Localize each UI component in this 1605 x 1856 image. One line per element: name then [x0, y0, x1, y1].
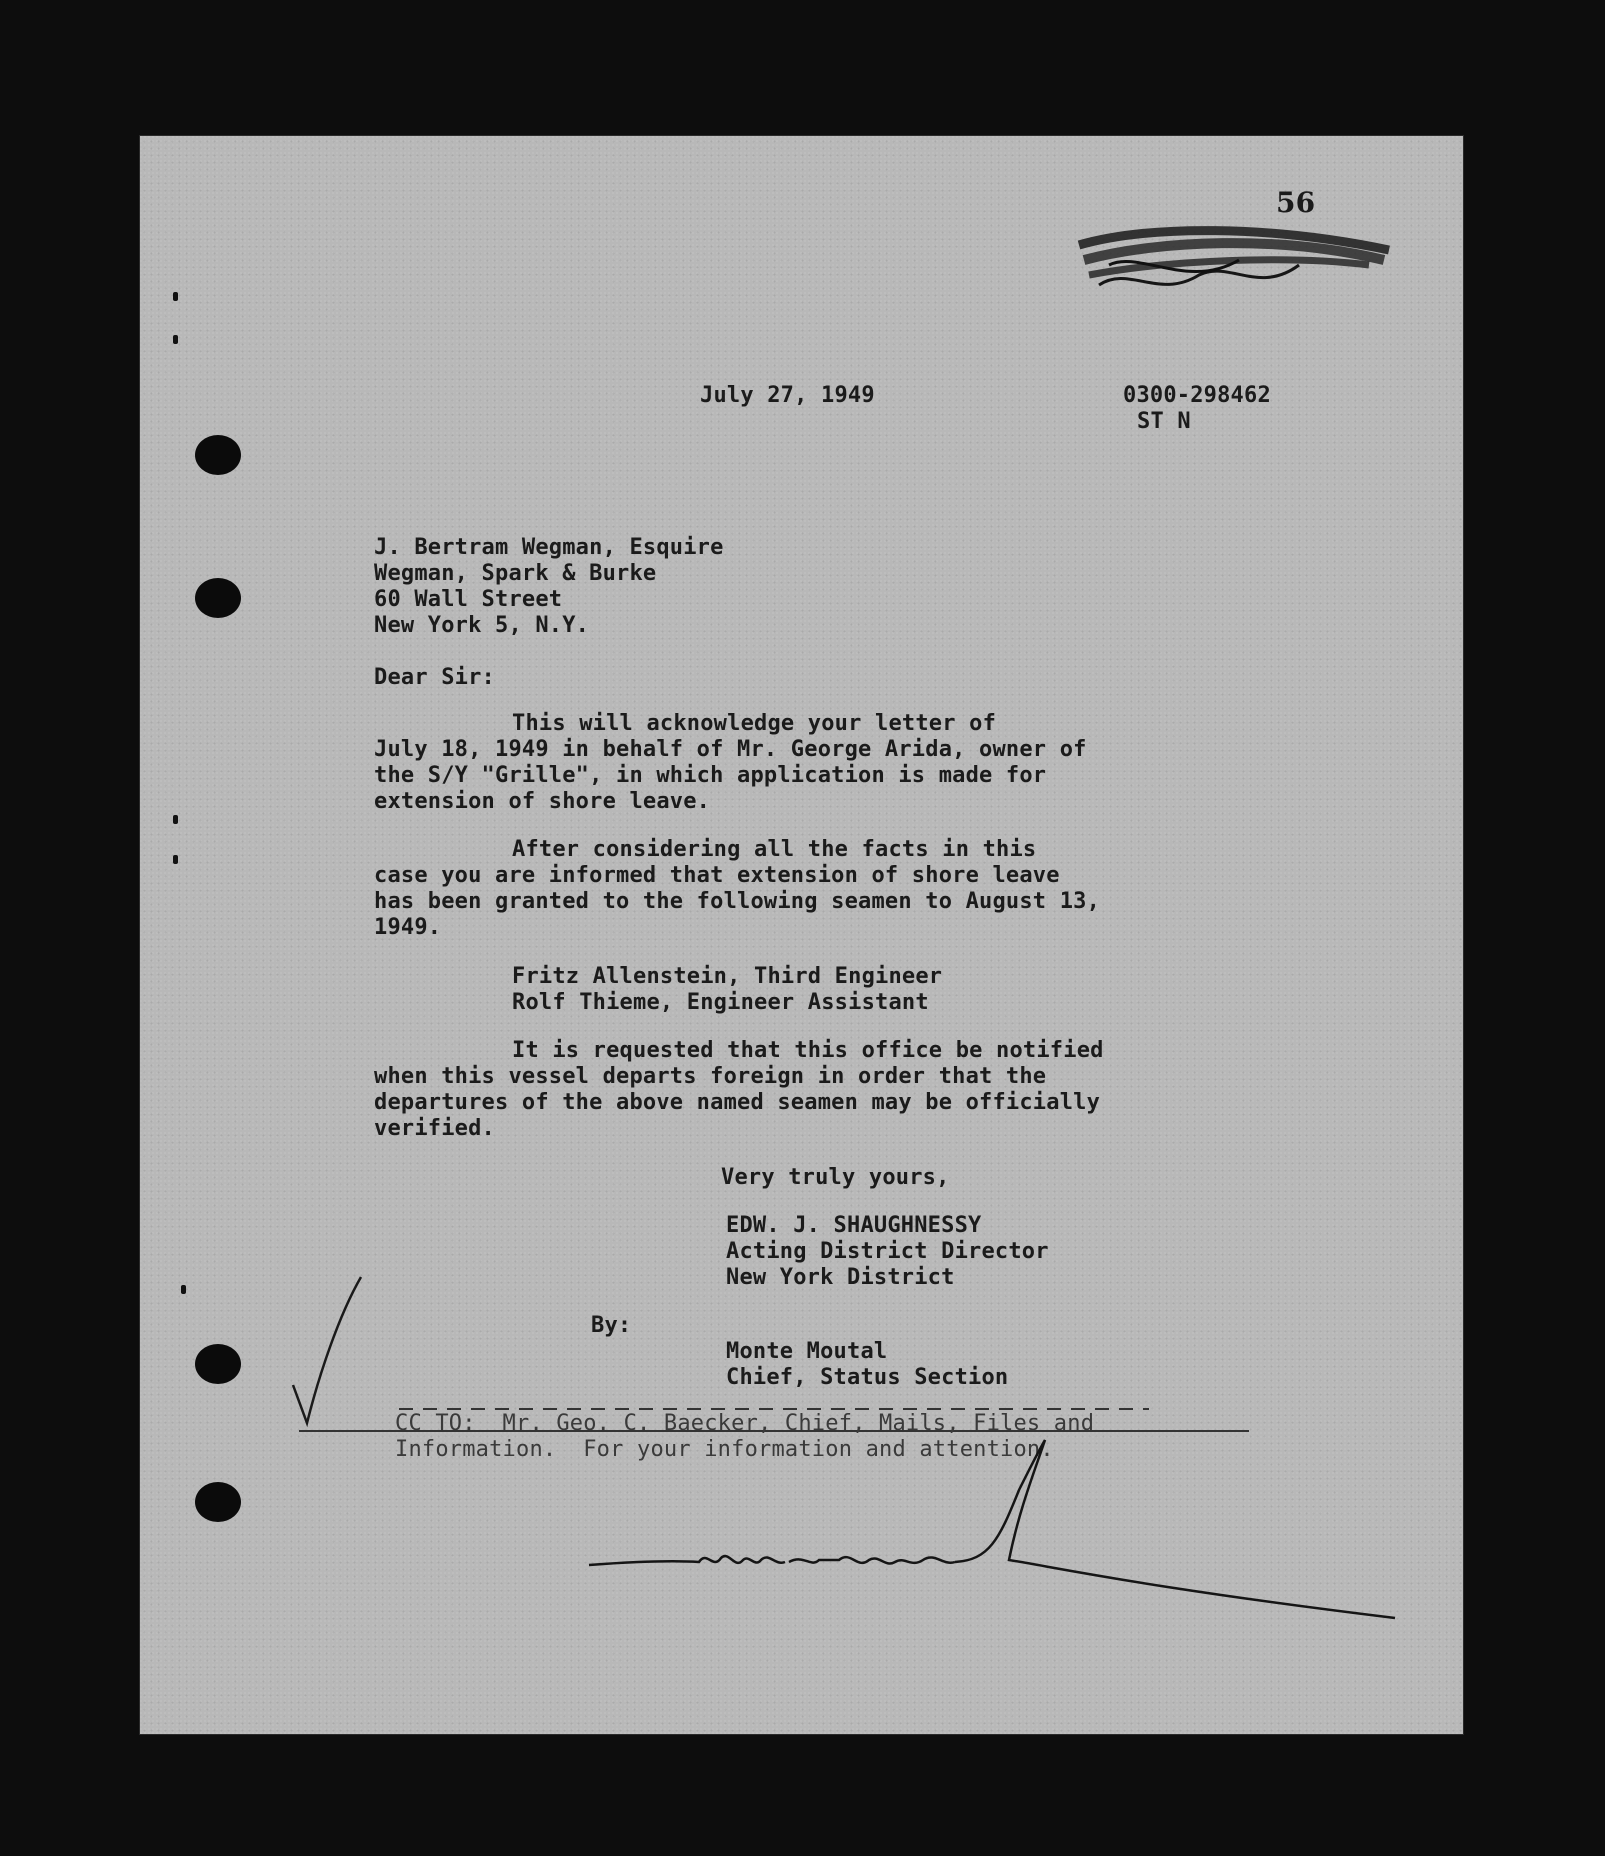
by-label: By:	[591, 1313, 632, 1338]
paragraph-line: 1949.	[374, 915, 442, 940]
edge-mark	[173, 855, 178, 864]
punch-hole	[195, 1344, 241, 1384]
paragraph-line: After considering all the facts in this	[512, 837, 1037, 862]
cc-line: CC TO: Mr. Geo. C. Baecker, Chief, Mails, Files and	[395, 1411, 1095, 1436]
letter-page	[139, 135, 1464, 1735]
paragraph-line: extension of shore leave.	[374, 789, 711, 814]
recipient-line: Wegman, Spark & Burke	[374, 561, 657, 586]
punch-hole	[195, 578, 241, 618]
paragraph-line: has been granted to the following seamen to August 13,	[374, 889, 1101, 914]
paragraph-line: July 18, 1949 in behalf of Mr. George Arida, owner of	[374, 737, 1087, 762]
agent-title: Chief, Status Section	[726, 1365, 1009, 1390]
signatory-title: Acting District Director	[726, 1239, 1049, 1264]
paragraph-line: verified.	[374, 1116, 496, 1141]
letter-date: July 27, 1949	[700, 383, 875, 408]
recipient-line: J. Bertram Wegman, Esquire	[374, 535, 724, 560]
edge-mark	[173, 815, 178, 824]
file-number: 0300-298462	[1123, 383, 1271, 408]
edge-mark	[173, 292, 178, 301]
seaman-entry: Fritz Allenstein, Third Engineer	[512, 964, 943, 989]
paragraph-line: the S/Y "Grille", in which application is made for	[374, 763, 1047, 788]
check-mark-icon	[289, 1275, 369, 1425]
punch-hole	[195, 1482, 241, 1522]
signatory-name: EDW. J. SHAUGHNESSY	[726, 1213, 982, 1238]
recipient-line: New York 5, N.Y.	[374, 613, 590, 638]
handwritten-signature	[589, 1470, 1409, 1620]
paragraph-line: case you are informed that extension of shore leave	[374, 863, 1060, 888]
paragraph-line: when this vessel departs foreign in order that the	[374, 1064, 1047, 1089]
edge-mark	[173, 335, 178, 344]
cc-line: Information. For your information and attention.	[395, 1437, 1054, 1462]
scribble-mark	[1069, 205, 1399, 315]
punch-hole	[195, 435, 241, 475]
agent-name: Monte Moutal	[726, 1339, 888, 1364]
seaman-entry: Rolf Thieme, Engineer Assistant	[512, 990, 929, 1015]
salutation: Dear Sir:	[374, 665, 496, 690]
page-number: 56	[1276, 186, 1316, 219]
paragraph-line: This will acknowledge your letter of	[512, 711, 997, 736]
closing: Very truly yours,	[721, 1165, 950, 1190]
paragraph-line: departures of the above named seamen may be officially	[374, 1090, 1101, 1115]
recipient-line: 60 Wall Street	[374, 587, 563, 612]
paragraph-line: It is requested that this office be notified	[512, 1038, 1104, 1063]
signatory-office: New York District	[726, 1265, 955, 1290]
edge-mark	[181, 1285, 186, 1294]
file-code: ST N	[1137, 409, 1191, 434]
